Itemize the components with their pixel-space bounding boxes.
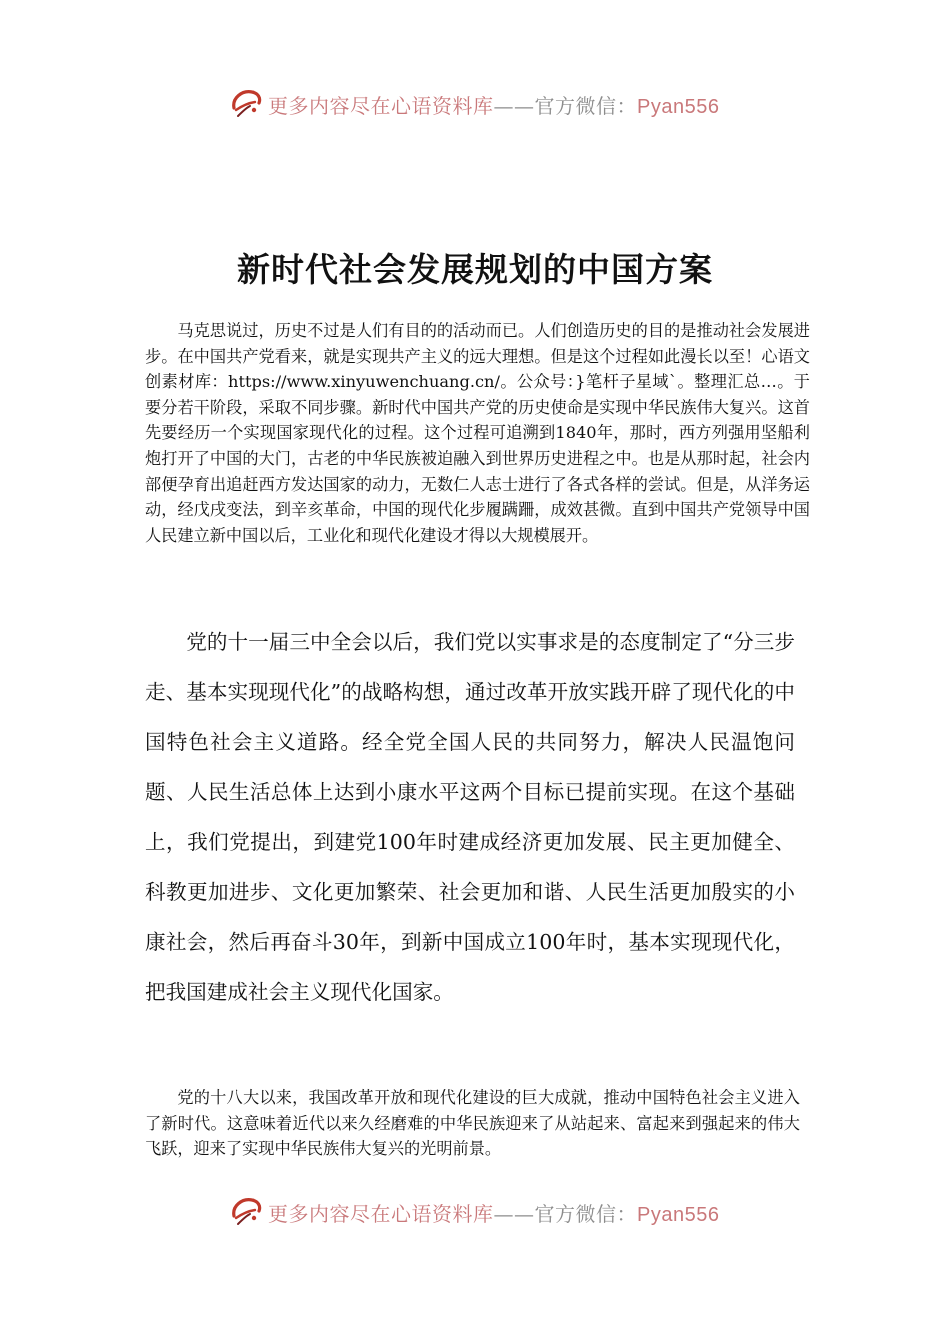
footer-banner [228, 1192, 719, 1232]
paragraph-2: 党的十一届三中全会以后，我们党以实事求是的态度制定了“分三步走、基本实现现代化”的战略构想，通过改革开放实践开辟了现代化的中国特色社会主义道路。经全党全国人民的共同努力，解决人民温饱问题、人民生活总体上达到小康水平这两个目标已提前实现。在这个基础上，我们党提出，到建党100年时建成经济更加发展、民主更加健全、科教更加进步、文化更加繁荣、社会更加和谐、人民生活更加殷实的小康社会，然后再奋斗30年，到新中国成立100年时，基本实现现代化，把我国建成社会主义现代化国家。 [145, 630, 795, 1004]
banner-text [268, 90, 719, 119]
banner-dash: —— [493, 1201, 535, 1226]
banner-wechat-id: Pyan556 [637, 1203, 720, 1226]
paragraph-3: 党的十八大以来，我国改革开放和现代化建设的巨大成就，推动中国特色社会主义进入了新时代。这意味着近代以来久经磨难的中华民族迎来了从站起来、富起来到强起来的伟大飞跃，迎来了实现中华民族伟大复兴的光明前景。 [145, 1088, 800, 1159]
banner-main-text: 更多内容尽在心语资料库 [268, 93, 494, 118]
brush-stroke-logo-icon [228, 86, 264, 122]
document-title: 新时代社会发展规划的中国方案 [237, 250, 713, 289]
banner-wechat-label: 官方微信： [534, 1201, 637, 1226]
banner-wechat-label: 官方微信： [534, 93, 637, 118]
banner-wechat-id: Pyan556 [637, 95, 720, 118]
brush-stroke-logo-icon [228, 1194, 264, 1230]
paragraph-1: 马克思说过，历史不过是人们有目的的活动而已。人们创造历史的目的是推动社会发展进步。在中国共产党看来，就是实现共产主义的远大理想。但是这个过程如此漫长以至！心语文创素材库：https://www.xinyuwenchuang.cn/。公众号：}笔杆子星域`。整理汇总…。于要分若干阶段，采取不同步骤。新时代中国共产党的历史使命是实现中华民族伟大复兴。这首先要经历一个实现国家现代化的过程。这个过程可追溯到1840年，那时，西方列强用坚船利炮打开了中国的大门，古老的中华民族被迫融入到世界历史进程之中。也是从那时起，社会内部便孕育出追赶西方发达国家的动力，无数仁人志士进行了各式各样的尝试。但是，从洋务运动，经戊戌变法，到辛亥革命，中国的现代化步履蹒跚，成效甚微。直到中国共产党领导中国人民建立新中国以后，工业化和现代化建设才得以大规模展开。 [145, 321, 810, 545]
banner-dash: —— [493, 93, 535, 118]
header-banner [228, 84, 719, 124]
banner-text [268, 1198, 719, 1227]
banner-main-text: 更多内容尽在心语资料库 [268, 1201, 494, 1226]
